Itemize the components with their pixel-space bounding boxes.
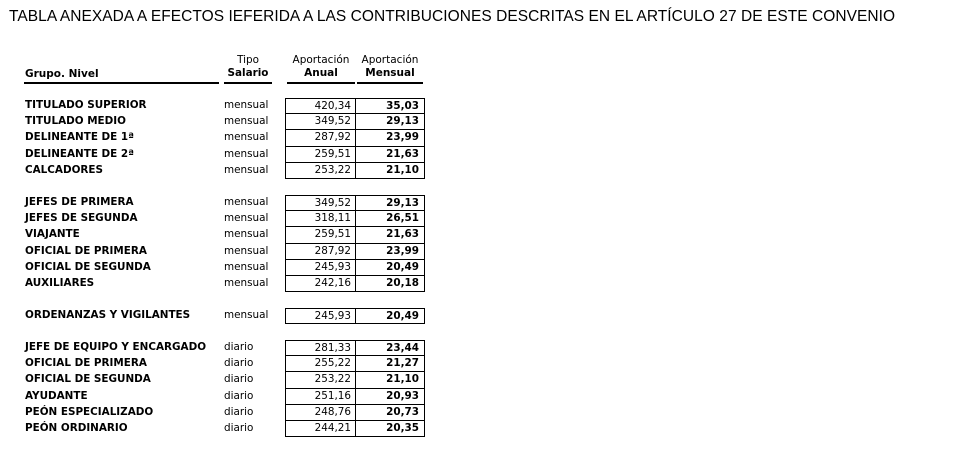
- cell-aportacion-mensual: 21,63: [386, 228, 419, 241]
- row-tipo-salario: diario: [224, 373, 254, 386]
- table-row: [0, 276, 500, 292]
- page-title: TABLA ANEXADA A EFECTOS IEFERIDA A LAS CONTRIBUCIONES DESCRITAS EN EL ARTÍCULO 27 DE ESTE CONVENIO: [9, 8, 896, 25]
- row-tipo-salario: mensual: [224, 131, 269, 144]
- row-tipo-salario: mensual: [224, 212, 269, 225]
- cell-aportacion-mensual: 20,93: [386, 389, 419, 402]
- cell-aportacion-anual: 287,92: [286, 130, 356, 145]
- row-tipo-salario: diario: [224, 341, 254, 353]
- row-tipo-salario: diario: [224, 389, 254, 402]
- cell-aportacion-anual: 349,52: [286, 114, 356, 129]
- table-row: [0, 195, 500, 211]
- table-row: [0, 114, 500, 130]
- value-row: [286, 276, 424, 292]
- table-row: [0, 260, 500, 276]
- table-row: [0, 147, 500, 163]
- cell-aportacion-anual: 253,22: [286, 163, 356, 178]
- row-grupo-nivel: AYUDANTE: [25, 389, 88, 402]
- table-row: [0, 98, 500, 114]
- row-grupo-nivel: CALCADORES: [25, 163, 103, 176]
- cell-aportacion-anual: 244,21: [286, 421, 356, 436]
- table-group: [0, 308, 500, 324]
- header-anual-line1: Aportación: [292, 54, 350, 66]
- cell-aportacion-anual: 245,93: [286, 309, 356, 323]
- row-tipo-salario: mensual: [224, 115, 269, 128]
- header-mensual-line2: Mensual: [365, 67, 415, 79]
- values-box: [285, 308, 425, 324]
- row-tipo-salario: diario: [224, 421, 254, 434]
- cell-aportacion-anual: 349,52: [286, 196, 356, 210]
- cell-aportacion-anual: 253,22: [286, 372, 356, 387]
- cell-aportacion-anual: 248,76: [286, 405, 356, 420]
- value-row: [286, 130, 424, 146]
- table-group: [0, 340, 500, 437]
- cell-aportacion-mensual: 23,99: [386, 131, 419, 144]
- header-mensual-line1: Aportación: [361, 54, 419, 66]
- cell-aportacion-mensual: 29,13: [386, 197, 419, 209]
- cell-aportacion-anual: 281,33: [286, 341, 356, 355]
- cell-aportacion-anual: 287,92: [286, 244, 356, 259]
- row-grupo-nivel: AUXILIARES: [25, 276, 95, 289]
- value-row: [286, 308, 424, 324]
- table-row: [0, 244, 500, 260]
- table-row: [0, 372, 500, 388]
- cell-aportacion-mensual: 20,73: [386, 405, 419, 418]
- row-grupo-nivel: VIAJANTE: [25, 228, 80, 241]
- cell-aportacion-mensual: 20,49: [386, 260, 419, 273]
- row-grupo-nivel: DELINEANTE DE 2ª: [25, 147, 134, 160]
- cell-aportacion-mensual: 21,10: [386, 373, 419, 386]
- value-row: [286, 405, 424, 421]
- row-tipo-salario: mensual: [224, 163, 269, 176]
- row-tipo-salario: mensual: [224, 228, 269, 241]
- value-row: [286, 356, 424, 372]
- value-row: [286, 98, 424, 114]
- row-grupo-nivel: ORDENANZAS Y VIGILANTES: [25, 309, 191, 321]
- table-row: [0, 130, 500, 146]
- header-anual-line2: Anual: [304, 67, 338, 79]
- value-row: [286, 421, 424, 437]
- row-tipo-salario: mensual: [224, 147, 269, 160]
- value-row: [286, 260, 424, 276]
- table-row: [0, 405, 500, 421]
- table-row: [0, 356, 500, 372]
- values-box: [285, 340, 425, 437]
- cell-aportacion-anual: 251,16: [286, 389, 356, 404]
- table-row: [0, 163, 500, 179]
- cell-aportacion-anual: 242,16: [286, 276, 356, 291]
- cell-aportacion-mensual: 21,63: [386, 147, 419, 160]
- cell-aportacion-anual: 255,22: [286, 356, 356, 371]
- row-tipo-salario: mensual: [224, 99, 269, 111]
- table-group: [0, 98, 500, 179]
- row-tipo-salario: mensual: [224, 260, 269, 273]
- value-row: [286, 163, 424, 179]
- table-row: [0, 308, 500, 324]
- value-row: [286, 211, 424, 227]
- header-tipo-line2: Salario: [227, 67, 269, 79]
- value-row: [286, 227, 424, 243]
- row-tipo-salario: mensual: [224, 196, 269, 208]
- row-grupo-nivel: JEFES DE SEGUNDA: [25, 212, 138, 225]
- cell-aportacion-anual: 259,51: [286, 147, 356, 162]
- row-grupo-nivel: TITULADO SUPERIOR: [25, 99, 147, 111]
- row-grupo-nivel: OFICIAL DE PRIMERA: [25, 357, 147, 370]
- table-row: [0, 340, 500, 356]
- cell-aportacion-mensual: 21,10: [386, 163, 419, 176]
- value-row: [286, 340, 424, 356]
- cell-aportacion-mensual: 20,49: [386, 310, 419, 322]
- row-grupo-nivel: OFICIAL DE PRIMERA: [25, 244, 147, 257]
- row-grupo-nivel: PEÓN ORDINARIO: [25, 421, 128, 434]
- table-row: [0, 421, 500, 437]
- header-tipo-line1: Tipo: [237, 54, 259, 66]
- cell-aportacion-anual: 420,34: [286, 99, 356, 113]
- cell-aportacion-mensual: 26,51: [386, 212, 419, 225]
- table-row: [0, 211, 500, 227]
- row-tipo-salario: mensual: [224, 276, 269, 289]
- row-grupo-nivel: PEÓN ESPECIALIZADO: [25, 405, 154, 418]
- value-row: [286, 195, 424, 211]
- row-tipo-salario: diario: [224, 405, 254, 418]
- row-grupo-nivel: DELINEANTE DE 1ª: [25, 131, 134, 144]
- values-box: [285, 195, 425, 292]
- row-grupo-nivel: OFICIAL DE SEGUNDA: [25, 260, 151, 273]
- row-tipo-salario: diario: [224, 357, 254, 370]
- table-group: [0, 195, 500, 292]
- row-tipo-salario: mensual: [224, 309, 269, 321]
- row-grupo-nivel: TITULADO MEDIO: [25, 115, 126, 128]
- table-row: [0, 389, 500, 405]
- cell-aportacion-mensual: 23,99: [386, 244, 419, 257]
- cell-aportacion-mensual: 20,18: [386, 276, 419, 289]
- row-grupo-nivel: OFICIAL DE SEGUNDA: [25, 373, 151, 386]
- row-grupo-nivel: JEFE DE EQUIPO Y ENCARGADO: [25, 341, 207, 353]
- value-row: [286, 244, 424, 260]
- value-row: [286, 147, 424, 163]
- value-row: [286, 389, 424, 405]
- value-row: [286, 114, 424, 130]
- cell-aportacion-mensual: 20,35: [386, 421, 419, 434]
- value-row: [286, 372, 424, 388]
- cell-aportacion-mensual: 21,27: [386, 357, 419, 370]
- row-tipo-salario: mensual: [224, 244, 269, 257]
- cell-aportacion-mensual: 23,44: [386, 342, 419, 354]
- values-box: [285, 98, 425, 179]
- cell-aportacion-mensual: 35,03: [386, 100, 419, 112]
- header-grupo-nivel: Grupo. Nivel: [25, 68, 99, 80]
- table-row: [0, 227, 500, 243]
- cell-aportacion-anual: 259,51: [286, 227, 356, 242]
- cell-aportacion-mensual: 29,13: [386, 115, 419, 128]
- cell-aportacion-anual: 245,93: [286, 260, 356, 275]
- row-grupo-nivel: JEFES DE PRIMERA: [25, 196, 134, 208]
- cell-aportacion-anual: 318,11: [286, 211, 356, 226]
